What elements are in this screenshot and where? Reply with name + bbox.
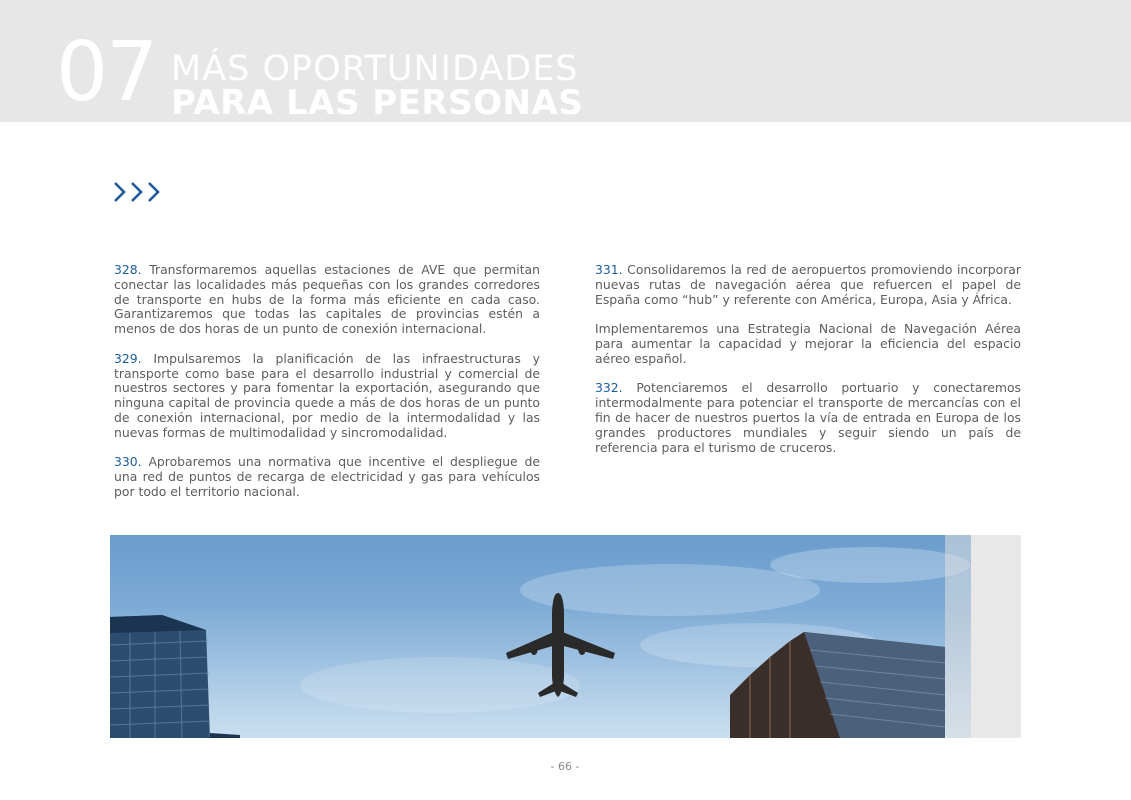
paragraph-air-navigation — [595, 322, 1021, 366]
chapter-number: 07 — [56, 25, 157, 120]
item-number: 329. — [114, 350, 142, 366]
paragraph-text: Aprobaremos una normativa que incentive el despliegue de una red de puntos de recarga de electricidad y gas para vehículos por todo el territorio nacional. — [114, 454, 540, 499]
right-column — [595, 263, 1021, 470]
paragraph-332 — [595, 381, 1021, 455]
paragraph-328 — [114, 263, 540, 337]
left-building — [110, 615, 240, 738]
item-number: 331. — [595, 262, 623, 277]
paragraph-329 — [114, 352, 540, 441]
item-number: 328. — [114, 262, 142, 277]
chapter-title-line2: PARA LAS PERSONAS — [171, 83, 584, 122]
airplane-skyscrapers-photo — [110, 535, 971, 738]
paragraph-text: Transformaremos aquellas estaciones de AVE que permitan conectar las localidades más pequeñas con los grandes corredores de transporte en hubs de la forma más eficiente en cada caso. Garantizaremos que todas las capitales de provincias estén a menos de dos horas de un punto de conexión internacional. — [114, 262, 540, 337]
paragraph-330 — [114, 455, 540, 499]
paragraph-text: Potenciaremos el desarrollo portuario y conectaremos intermodalmente para potenciar el transporte de mercancías con el fin de hacer de nuestros puertos la vía de entrada en Europa de los grandes productores mundiales y seguir siendo un país de referencia para el turismo de cruceros. — [595, 380, 1021, 455]
item-number: 332. — [595, 380, 623, 396]
page-number: - 66 - — [550, 760, 580, 773]
chapter-header — [0, 0, 1131, 122]
paragraph-331 — [595, 263, 1021, 307]
gray-side-panel — [971, 535, 1021, 738]
paragraph-text: Impulsaremos la planificación de las infraestructuras y transporte como base para el desarrollo industrial y comercial de nuestros sectores y para fomentar la exportación, asegurando que ninguna capital de provincia quede a más de dos horas de un punto de conexión internacional, por medio de la intermodalidad y las nuevas formas de multimodalidad y sincromodalidad. — [114, 350, 540, 440]
triple-chevron-icon — [112, 180, 164, 204]
item-number: 330. — [114, 454, 142, 470]
paragraph-text: Implementaremos una Estrategia Nacional de Navegación Aérea para aumentar la capacidad y mejorar la eficiencia del espacio aéreo español. — [595, 321, 1021, 366]
left-column — [114, 263, 540, 515]
photo-illustration — [110, 535, 971, 738]
paragraph-text: Consolidaremos la red de aeropuertos promoviendo incorporar nuevas rutas de navegación aérea que refuercen el papel de España como “hub” y referente con América, Europa, Asia y África. — [595, 262, 1021, 307]
chapter-title-line1: MÁS OPORTUNIDADES — [171, 49, 579, 89]
